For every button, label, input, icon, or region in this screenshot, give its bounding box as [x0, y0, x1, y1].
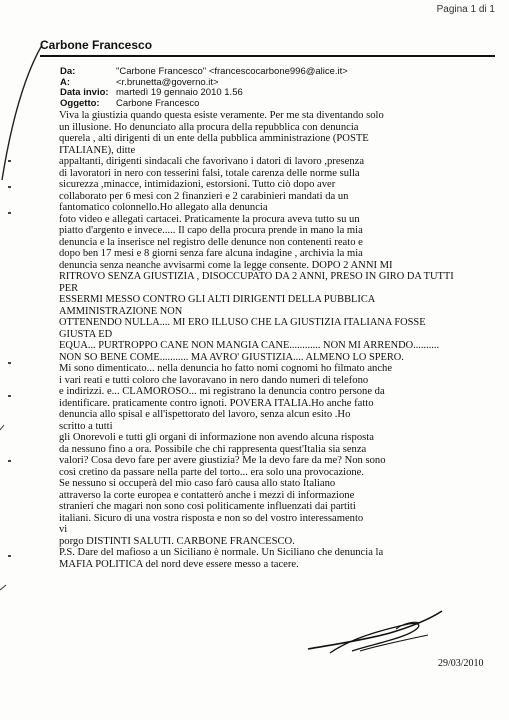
body-line: di lavoratori in nero con tesserini falsi, totale carenza delle norme sulla	[59, 167, 360, 179]
body-line: valori? Cosa devo fare per avere giustizia? Me la devo fare da me? Non sono	[59, 455, 386, 466]
body-line: PER	[59, 282, 79, 294]
scan-speck	[8, 160, 11, 162]
scan-speck	[8, 212, 11, 214]
body-line: Viva la giustizia quando questa esiste veramente. Per me sta diventando solo	[59, 110, 384, 121]
body-line: da nessuno fino a ora. Possibile che chi rappresenta quest'Italia sia senza	[59, 443, 367, 455]
meta-value: <r.brunetta@governo.it>	[116, 76, 219, 88]
body-line: scritto a tutti	[59, 420, 113, 432]
email-meta	[60, 67, 348, 109]
body-line: AMMINISTRAZIONE NON	[59, 305, 183, 317]
body-line: i vari reati e tutti coloro che lavoravano in nero dando numeri di telefono	[59, 374, 369, 386]
body-line: EQUA... PURTROPPO CANE NON MANGIA CANE............ NON MI ARRENDO..........	[59, 340, 440, 351]
body-line: così cretino da passare nella parte del torto... era solo una provocazione.	[59, 466, 365, 478]
scan-speck	[8, 395, 11, 397]
body-line: appaltanti, dirigenti sindacali che favorivano i datori di lavoro ,presenza	[59, 156, 365, 167]
scan-speck	[8, 362, 11, 364]
body-line: querela , alti dirigenti di un ente della pubblica amministrazione (POSTE	[59, 133, 369, 144]
body-line: gli Onorevoli e tutti gli organi di informazione non avendo alcuna risposta	[59, 432, 374, 443]
body-line: ITALIANE), ditte	[59, 144, 136, 156]
meta-row-subject	[60, 99, 348, 110]
stamp-date: 29/03/2010	[438, 658, 484, 669]
body-line: attraverso la corte europea e contatterò anche i mezzi di informazione	[59, 489, 355, 501]
scan-speck	[8, 555, 11, 557]
body-line: ESSERMI MESSO CONTRO GLI ALTI DIRIGENTI DELLA PUBBLICA	[59, 294, 376, 305]
meta-row-date	[60, 88, 348, 99]
meta-key: A:	[60, 76, 71, 88]
body-line: denuncia allo spisal e all'ispettorato del lavoro, senza alcun esito .Ho	[59, 409, 351, 420]
body-line: dopo ben 17 mesi e 8 giorni senza fare alcuna indagine , archivia la mia	[59, 248, 363, 259]
body-line: OTTENENDO NULLA.... MI ERO ILLUSO CHE LA GIUSTIZIA ITALIANA FOSSE	[59, 317, 426, 328]
body-line: Se nessuno si occuperà del mio caso farò causa allo stato Italiano	[59, 478, 336, 489]
body-line: MAFIA POLITICA del nord deve essere messo a tacere.	[59, 558, 299, 570]
email-header-title: Carbone Francesco	[40, 38, 153, 52]
meta-key: Oggetto:	[60, 97, 100, 109]
scan-speck	[8, 186, 11, 188]
scan-speck	[8, 460, 11, 462]
body-line: italiani. Sicuro di una vostra risposta e non so del vostro interessamento	[59, 512, 364, 524]
body-line: e indirizzi. e... CLAMOROSO... mi registrano la denuncia contro persone da	[59, 386, 385, 397]
meta-value: martedì 19 gennaio 2010 1.56	[116, 87, 243, 98]
body-line: GIUSTA ED	[59, 328, 113, 340]
body-line: Mi sono dimenticato... nella denuncia ho fatto nomi cognomi ho filmato anche	[59, 363, 393, 374]
body-line: RITROVO SENZA GIUSTIZIA , DISOCCUPATO DA 2 ANNI, PRESO IN GIRO DA TUTTI	[59, 271, 454, 282]
handwritten-signature	[300, 605, 450, 670]
meta-key: Da:	[60, 66, 76, 77]
meta-row-from	[60, 67, 348, 78]
page-indicator: Pagina 1 di 1	[436, 4, 495, 15]
meta-key: Data invio:	[60, 87, 109, 98]
body-line: vi	[59, 524, 68, 535]
body-line: P.S. Dare del mafioso a un Siciliano è normale. Un Siciliano che denuncia la	[59, 547, 384, 558]
body-line: sicurezza ,minacce, intimidazioni, estorsioni. Tutto ciò dopo aver	[59, 179, 336, 190]
body-line: stranieri che magari non sono così politicamente influenzati dai partiti	[59, 501, 356, 512]
body-line: denuncia senza neanche avvisarmi come la legge consente. DOPO 2 ANNI MI	[59, 259, 393, 271]
body-line: porgo DISTINTI SALUTI. CARBONE FRANCESCO.	[59, 535, 295, 547]
email-body	[59, 110, 499, 570]
body-line: piatto d'argento e invece..... Il capo della procura prende in mano la mia	[59, 225, 363, 236]
body-line: denuncia e la inserisce nel registro delle denunce non contenenti reato e	[59, 236, 363, 248]
body-line: foto video e allegati cartacei. Praticamente la procura aveva tutto su un	[59, 213, 360, 225]
header-rule	[40, 55, 495, 57]
body-line: collaborato per 6 mesi con 2 finanzieri e 2 carabinieri mandati da un	[59, 190, 349, 202]
body-line: identificare. praticamente contro ignoti. POVERA ITALIA.Ho anche fatto	[59, 397, 374, 409]
body-line: fantomatico colonnello.Ho allegato alla denuncia	[59, 202, 268, 213]
meta-value: "Carbone Francesco" <francescocarbone996@alice.it>	[116, 66, 348, 77]
body-line: NON SO BENE COME........... MA AVRO' GIUSTIZIA.... ALMENO LO SPERO.	[59, 351, 404, 363]
body-line: un illusione. Ho denunciato alla procura della repubblica con denuncia	[59, 121, 359, 133]
meta-value: Carbone Francesco	[116, 97, 200, 109]
